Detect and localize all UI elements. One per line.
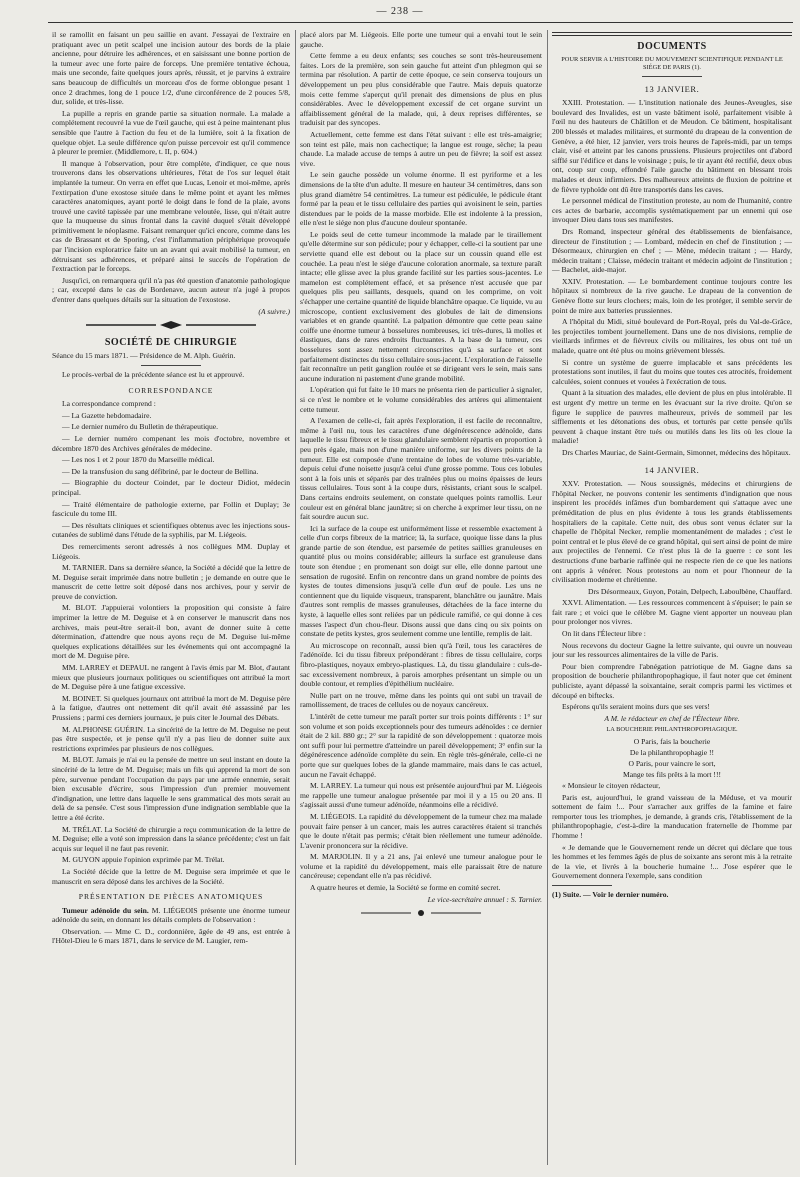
debate-paragraph: M. TARNIER. Dans sa dernière séance, la Société a décidé que la lettre de M. Deguise serait imprimée dans notre bulletin ; je demande en outre que le manuscrit de cette lettre soit déposé dans nos archives, pour y servir de preuve de conviction. <box>52 563 290 601</box>
paragraph: M. LARREY. La tumeur qui nous est présentée aujourd'hui par M. Liégeois me rappelle une tumeur analogue présentée par moi il y a 15 ou 20 ans. Il s'agissait aussi d'une tumeur adénoïde, néanmoins elle a récidivé. <box>300 781 542 810</box>
poem-line: Mange tes fils prêts à la mort !!! <box>622 770 722 779</box>
debate-paragraph: M. ALPHONSE GUÉRIN. La sincérité de la lettre de M. Deguise ne peut pas être suspectée, et je pense qu'il n'y a pas lieu de donner suite aux restrictions exprimées par plusieurs de nos collègues. <box>52 724 290 753</box>
paragraph: Actuellement, cette femme est dans l'état suivant : elle est très-amaigrie; son teint est pâle, mais non cachectique; la langue est rouge, sèche; la peau chaude. La malade accuse de temps à autre un peu de fièvre; la soif est assez vive. <box>300 129 542 168</box>
ornament-rule-icon <box>361 909 481 917</box>
minutes-line: Le procès-verbal de la précédente séance est lu et approuvé. <box>62 370 245 379</box>
section-title-correspondence: CORRESPONDANCE <box>128 385 214 395</box>
paragraph: XXIII. Protestation. — L'institution nationale des Jeunes-Aveugles, sise boulevard des Invalides, est un vaste bâtiment isolé, parfaitement visible à l'œil nu des hauteurs de Châtillon et de Meudon. Ce bâtiment, hospitalisant 200 blessés et malades militaires, et surmonté du drapeau de la convention de Genève, a été hier, 12 janvier, vers trois heures de l'après-midi, par un temps clair, visé et atteint par les canons prussiens. Plusieurs projectiles ont d'abord sifflé sur l'édifice et dans le voisinage ; puis, le tir ayant été rectifié, deux obus ont, coup sur coup, effondré l'aile gauche du bâtiment en blessant trois malades et deux infirmiers. Des malheureux atteints de fluxion de poitrine et de fièvre typhoïde ont dû être transportés dans les caves. <box>552 98 792 194</box>
greeting: « Monsieur le citoyen rédacteur, <box>562 781 661 790</box>
documents-subtitle: POUR SERVIR A L'HISTOIRE DU MOUVEMENT SCIENTIFIQUE PENDANT LE SIÉGE DE PARIS (1). <box>561 55 783 71</box>
short-rule <box>642 76 702 77</box>
double-rule <box>552 32 792 36</box>
section-title-pieces: PRÉSENTATION DE PIÈCES ANATOMIQUES <box>78 892 264 902</box>
correspondence-item: — Les nos 1 et 2 pour 1870 du Marseille médical. <box>62 455 215 465</box>
session-line: Séance du 15 mars 1871. — Présidence de M. Alph. Guérin. <box>52 351 236 361</box>
column-divider <box>547 30 548 1165</box>
paragraph: Le personnel médical de l'institution proteste, au nom de l'humanité, contre ces actes de barbarie, accomplis systématiquement par un ennemi qui ose invoquer Dieu dans tous ses manifestes. <box>552 196 792 225</box>
paragraph: « Je demande que le Gouvernement rende un décret qui déclare que tous les hommes et les femmes âgés de plus de soixante ans seront mis à la retraite de la vie, et livrés à la boucherie humaine !... J'ose espérer que le Gouvernement donnera l'exemple, sans condition <box>552 842 792 881</box>
pieces-paragraph <box>52 906 290 925</box>
paragraph: Nous recevons du docteur Gagne la lettre suivante, qui ouvre un nouveau jour sur les ressources alimentaires de la ville de Paris. <box>552 640 792 660</box>
correspondence-item: — Le dernier numéro compenant les mois d'octobre, novembre et décembre 1870 des Archives générales de médecine. <box>52 433 290 453</box>
poem-line: De la philanthropophagie !! <box>629 748 715 757</box>
correspondence-item: — Des résultats cliniques et scientifiques obtenus avec les injections sous-cutanées de sublimé dans l'étude de la syphilis, par M. Liégeois. <box>52 520 290 540</box>
correspondence-item: — La Gazette hebdomadaire. <box>62 410 152 420</box>
footnote: (1) Suite. — Voir le dernier numéro. <box>552 889 669 899</box>
page-number: — 238 — <box>376 6 424 17</box>
correspondence-intro: La correspondance comprend : <box>62 399 156 409</box>
paragraph: placé alors par M. Liégeois. Elle porte une tumeur qui a envahi tout le sein gauche. <box>300 30 542 49</box>
paragraph: L'intérêt de cette tumeur me paraît porter sur trois points différents : 1° sur son volume et son poids exceptionnels pour des tumeurs adénoïdes : ce dernier était de 2 kil. 880 gr.; 2° sur la rapidité de son développement : quatorze mois ont suffi pour lui permettre d'atteindre un pareil développement; 3° enfin sur la dégénérescence adénoïde complète du sein. En règle très-générale, celle-ci ne porte que sur quelques lobes de la glande mammaire, mais dans le cas actuel, aucun ne l'avait échappé. <box>300 711 542 779</box>
short-rule <box>141 365 201 366</box>
paragraph: Jusqu'ici, on remarquera qu'il n'a pas été question d'anatomie pathologique ; car, excepté dans le cas de Bordenave, aucun auteur n'a jugé à propos d'entrer dans quelques détails sur la situation de l'exostose. <box>52 275 290 305</box>
paragraph: Si contre un système de guerre implacable et sans précédents les protestations sont inutiles, il faut du moins que toutes ces atrocités, froidement calculées, soient connues et vouées à l'exécration de tous. <box>552 357 792 386</box>
signature: Le vice-secrétaire annuel : S. Tarnier. <box>427 894 542 904</box>
debate-paragraph: M. TRÉLAT. La Société de chirurgie a reçu communication de la lettre de M. Deguise; elle a voté son impression dans la séance précédente; c'est un fait acquis sur lequel il ne faut pas revenir. <box>52 824 290 853</box>
paragraph: M. MARJOLIN. Il y a 21 ans, j'ai enlevé une tumeur analogue pour le volume et la rapidité du développement, mais elle paraissait être de nature cancéreuse; cependant elle n'a pas récidivé. <box>300 852 542 881</box>
signers: Drs Désormeaux, Guyon, Potain, Delpech, Laboulbène, Chauffard. <box>588 586 792 596</box>
column-middle <box>300 30 542 1170</box>
column-divider <box>295 30 296 1165</box>
paragraph: M. LIÉGEOIS. La rapidité du développement de la tumeur chez ma malade pouvait faire penser à un cancer, mais les autres caractères étaient si tranchés que le doute n'était pas permis; c'était bien réellement une tumeur adénoïde. L'avenir prononcera sur la récidive. <box>300 811 542 850</box>
ornament-divider <box>52 321 290 332</box>
date-heading: 13 JANVIER. <box>644 83 700 94</box>
ornament-rule-icon <box>86 321 256 329</box>
paragraph: La pupille a repris en grande partie sa situation normale. La malade a complétement recouvré la vue de l'œil gauche, qui est à peine maintenant plus sensible que l'autre à l'action du feu et de la lumière, soit à la fixation de quelque objet. La seule différence qu'on puisse percevoir est qu'il commence à pleurer le premier. (Middlemore, t. II, p. 604.) <box>52 108 290 157</box>
debate-paragraph: M. GUYON appuie l'opinion exprimée par M. Trélat. <box>62 855 225 865</box>
paragraph: Quant à la situation des malades, elle devient de plus en plus intolérable. Il est urgent d'y mettre un terme en les évacuant sur la rive droite. Qu'on se figure le supplice de pauvres malheureux, privés de sommeil par les sifflements et les détonations des obus, et torturés par cette pensée qu'ils peuvent à chaque instant être tués ou mutilés dans les lits où les cloue la maladie! <box>552 388 792 446</box>
paragraph: XXIV. Protestation. — Le bombardement continue toujours contre les hôpitaux si nombreux de la rive gauche. Le drapeau de la convention de Genève flotte sur leurs clochers; mais, loin de les protéger, il semble servir de point de mire aux batteries prussiennes. <box>552 276 792 315</box>
paragraph: Ici la surface de la coupe est uniformément lisse et ressemble exactement à celle d'un corps fibreux de la matrice; là, la surface, quoique lisse dans la plus grande partie de son étendue, est parsemée de petites saillies granuleuses en quantité plus ou moins considérable; ailleurs la surface est granuleuse dans toute son étendue ; en promenant son doigt sur elle, elle donne partout une sensation de rugosité. Enfin on rencontre dans un grand nombre de points des kystes de toutes dimensions jusqu'à celle d'un œuf de poule. Les uns ne contiennent que du liquide visqueux, transparent, blanchâtre ou jaunâtre. Mais d'autres sont remplis de masses granuleuses, détachées de la face interne du kyste, à laquelle elles sont reliées par un pédicule ramifié, ce qui donne à ces masses l'aspect d'un chou-fleur. Disons aussi que dans cinq ou six points on constate de petits kystes, gros seulement comme une lentille, remplis de lait. <box>300 523 542 639</box>
paragraph: A quatre heures et demie, la Société se forme en comité secret. <box>310 883 501 893</box>
pieces-lead: Tumeur adénoïde du sein. <box>62 905 149 915</box>
paragraph: Il manque à l'observation, pour être complète, d'indiquer, ce que nous trouverons dans les observations ultérieures, l'état de l'os sur lequel était implantée la tumeur. On verra en effet que Lucas, Lenoir et moi-même, après l'extirpation d'une exostose située dans le même point et ayant les mêmes caractères anatomiques, ayant porté le doigt dans le fond de la plaie, avons trouvé une cavité tapissée par une membrane veloutée, lisse, qui n'était autre que la muqueuse du sinus frontal dans la cavité duquel s'était développé primitivement le néoplasme. Faisant remarquer qu'ici encore, comme dans les cas de Brassant et de Sporing, c'est l'inflammation périphérique provoquée par l'incision exploratrice faite un an avant qui avait mobilisé la tumeur, en détruisant ses adhérences, et préparé ainsi le succès de l'opération de l'extraction par le forceps. <box>52 158 290 274</box>
footnote-rule <box>552 885 612 886</box>
paragraph: A l'hôpital du Midi, situé boulevard de Port-Royal, près du Val-de-Grâce, les projectiles tombent journellement. Dans une de nos divisions, remplie de vieillards infirmes et de fiévreux civils ou militaires, les obus ont tué un malade, quatre ont été plus ou moins grièvement blessés. <box>552 317 792 356</box>
debate-paragraph: M. BOINET. Si quelques journaux ont attribué la mort de M. Deguise père à la fatigue, d'autres ont nettement dit qu'il avait été assassiné par les Prussiens ; parmi ces derniers journaux, je puis citer le Journal des Débats. <box>52 693 290 722</box>
paragraph: XXVI. Alimentation. — Les ressources commencent à s'épuiser; le pain se fait rare ; et voici que le célèbre M. Gagne vient apporter un nouveau plan pour prolonger nos vivres. <box>552 598 792 627</box>
letter-heading: A M. le rédacteur en chef de l'Électeur libre. <box>604 713 740 723</box>
paragraph: Nulle part on ne trouve, même dans les points qui ont subi un travail de ramollissement, de traces de cellules ou de noyaux cancéreux. <box>300 690 542 710</box>
signers: Drs Charles Mauriac, de Saint-Germain, Simonnet, médecins des hôpitaux. <box>562 447 791 457</box>
correspondence-item: — De la transfusion du sang défibriné, par le docteur de Bellina. <box>62 466 259 476</box>
observation-paragraph: Observation. — Mme C. D., cordonnière, âgée de 49 ans, est entrée à l'Hôtel-Dieu le 6 mars 1871, dans le service de M. Laugier, rem- <box>52 926 290 946</box>
column-right <box>552 30 792 1170</box>
paragraph: A l'examen de celle-ci, fait après l'exploration, il est facile de reconnaître, même à l'œil nu, tous les caractères d'une dégénérescence adénoïde, dans laquelle le tissu fibreux et le tissu glandulaire semblent répartis en proportion à peu près égale, mais non d'une manière uniforme, sur les divers points de la tumeur. Elle est composée d'une trentaine de lobes de volume très-variable, depuis celui d'une noisette jusqu'à celui d'une grosse pomme. Tous ces lobules sont à la fois unis et séparés par des traînées plus ou moins épaisses de leurs tissus cellulaires. Tous sont à la coupe durs, résistants, criant sous le scalpel. Dans certains endroits seulement, on constate quelques points ramollis. Leur couleur est en général blanc jaunâtre; si on cherche à exprimer leur tissu, on ne fait sourdre aucun suc. <box>300 416 542 522</box>
paragraph: Le poids seul de cette tumeur incommode la malade par le tiraillement qu'elle détermine sur son pédicule; pour y échapper, celle-ci la soutient par une serviette quand elle est debout ou la place sur un coussin quand elle est couchée. La peau n'est le siége d'aucune coloration anormale, sa texture paraît intacte; elle glisse avec la plus grande facilité sur les parties sous-jacentes. Le mamelon est complétement effacé, et sa présence n'est accusée que par quelques plis peu saillants, desquels, quand on les comprime, on voit s'échapper une certaine quantité de liquide blanchâtre opaque. Ce liquide, vu au microscope, contient exclusivement des globules de lait de dimensions variables et en grande quantité. La palpation démontre que cette peau saine coiffe une énorme tumeur à bosselures nombreuses, ici très-dures, là molles et élastiques, dans de rares endroits fluctuantes. A la base de la tumeur, ces bosselures sont assez nettement circonscrites qu'à sa surface et sont parfaitement distinctes du tissu cellulaire sous-jacent. L'exploration de l'aisselle fait reconnaître un petit ganglion roulée et se dirigeant vers le sein, mais sans aucune induration ni pastement d'une grande mobilité. <box>300 229 542 383</box>
poem-title: LA BOUCHERIE PHILANTHROPOPHAGIQUE. <box>606 726 738 734</box>
header-rule <box>48 22 793 23</box>
paragraph: On lit dans l'Électeur libre : <box>562 629 646 639</box>
ornament-divider <box>300 909 542 920</box>
poem-line: O Paris, fais la boucherie <box>633 737 711 746</box>
correspondence-item: — Traité élémentaire de pathologie externe, par Follin et Duplay; 3e fascicule du tome III. <box>52 499 290 519</box>
poem-line: O Paris, pour vaincre le sort, <box>628 759 716 768</box>
column-left <box>52 30 290 1170</box>
debate-paragraph: M. BLOT. Jamais je n'ai eu la pensée de mettre un seul instant en doute la sincérité de la lettre de M. Deguise; mais un fils qui apprend la mort de son père, survenue pendant l'occupation du pays par une armée ennemie, serait bien excusable d'écrire, sous l'impression d'un premier mouvement d'indignation, une lettre dans laquelle le sens grammatical des mots serait au delà de sa pensée. C'est sous l'impression d'une indignation semblable que la lettre a été écrite. <box>52 755 290 822</box>
correspondence-item: — Le dernier numéro du Bulletin de thérapeutique. <box>62 422 219 432</box>
paragraph: Au microscope on reconnaît, aussi bien qu'à l'œil, tous les caractères de l'adénoïde. Ici du tissu fibreux prépondérant : fibres de tissu cellulaire, corps fibro-plastiques, noyaux embryo-plastiques. Là, du tissu glandulaire : culs-de-sac excessivement nombreux, à parois amorphes présentant un simple ou un double contour, et remplies d'épithélium nucléaire. <box>300 640 542 689</box>
paragraph: XXV. Protestation. — Nous soussignés, médecins et chirurgiens de l'hôpital Necker, ne pouvons contenir les sentiments d'indignation que nous inspirent les procédés infâmes d'un bombardement qui s'attaque avec une préméditation de plus en plus évidente à tous les grands établissements hospitaliers de la capitale. Cette nuit, des obus sont venus éclater sur la chapelle de l'hôpital Necker, remplie momentanément de malades ; c'est le point central et le plus élevé de ce grand hôpital, qui sert ainsi de point de mire aux projectiles de l'ennemi. Ce n'est plus là de la guerre : ce sont les destructions d'une barbarie raffinée qui ne respecte rien de ce que les nations ont appris à vénérer. Nous protestons au nom et pour l'honneur de la civilisation moderne et chrétienne. <box>552 479 792 585</box>
correspondence-note: Des remerciments seront adressés à nos collègues MM. Duplay et Liégeois. <box>52 541 290 561</box>
paragraph: Paris est, aujourd'hui, le grand vaisseau de la Méduse, et va mourir sottement de faim !... Pour s'arracher aux griffes de la famine et faire remporter tous les triomphes, je demande, à grands cris, l'établissement de la philanthropophagie, c'est-à-dire la manducation fraternelle de l'homme par l'homme ! <box>552 792 792 840</box>
date-heading: 14 JANVIER. <box>644 464 700 475</box>
paragraph: il se ramollit en faisant un peu saillie en avant. J'essayai de l'extraire en pratiquant avec un petit scalpel une incision autour des bords de la plaie ancienne, pour détruire les adhérences, et en saisissant une bonne portion de la tumeur avec une forte paire de forceps. Une première tentative échoua, mais une seconde, faite quelques jours après, réussit, et je parvins à extraire sans beaucoup de difficultés un morceau d'os de forme oblongue pesant 1 once 2 drachmes, long de 1 pouce 1/2, d'une circonférence de 2 pouces 5/8, dur, solide, et très-lisse. <box>52 30 290 107</box>
paragraph: L'opération qui fut faite le 10 mars ne présenta rien de particulier à signaler, si ce n'est le nombre et le volume considérables des artères qui alimentaient cette tumeur. <box>300 385 542 414</box>
debate-paragraph: M. BLOT. J'appuierai volontiers la proposition qui consiste à faire imprimer la lettre de M. Deguise et à en conserver le manuscrit dans nos archives, mais peut-être serait-il bon, avant de donner suite à cette détermination, d'attendre que nous ayons reçu de M. Deguise lui-même quelques explications détaillées sur les événements qui ont accompagné la mort de M. Deguise père. <box>52 603 290 661</box>
paragraph: Le sein gauche possède un volume énorme. Il est pyriforme et a les dimensions de la tête d'un adulte. Il mesure en hauteur 34 centimètres, dans son plus grand diamètre 54 centimètres. La tumeur est pédiculée, le pédicule étant formé par la peau et le tissu cellulaire des parties qui avoisinent le sein, parties distendues par le poids de la masse morbide. Elle est indolente à la pression, elle n'est le siége non plus d'aucune douleur spontanée. <box>300 170 542 228</box>
signers: Drs Romand, inspecteur général des établissements de bienfaisance, directeur de l'institution ; — Lombard, médecin en chef de l'institution ; — Désormeaux, chirurgien en chef ; — Mène, médecin traitant ; — Hardy, médecin traitant ; Claisse, médecin traitant et médecin adjoint de l'institution ; — Bachelet, aide-major. <box>552 226 792 275</box>
debate-paragraph: La Société décide que la lettre de M. Deguise sera imprimée et que le manuscrit en sera déposé dans les archives de la Société. <box>52 866 290 886</box>
to-follow-note: (A suivre.) <box>258 306 290 316</box>
paragraph: Cette femme a eu deux enfants; ses couches se sont très-heureusement faites. Lors de la première, son sein gauche fut atteint d'un phlegmon qui se termina par résolution. A partir de cette époque, ce sein conserva toujours un développement un peu plus considérable que l'autre. Mais depuis quatorze mois cette femme s'aperçut qu'il prenait des dimensions de plus en plus considérables. Avec le développement excessif de cet organe survint un affaiblissement général de la malade, qui, à deux reprises différentes, se traduisit par des syncopes. <box>300 51 542 128</box>
paragraph: Espérons qu'ils seraient moins durs que ses vers! <box>562 702 710 712</box>
paragraph: Pour bien comprendre l'abnégation patriotique de M. Gagne dans sa proposition de boucherie philanthropophagique, il faut noter que cet éminent publiciste, ayant dépassé la soixantaine, serait compris parmi les victimes et découpé en biftecks. <box>552 661 792 700</box>
debate-paragraph: MM. LARREY et DEPAUL ne rangent à l'avis émis par M. Blot, d'autant mieux que plusieurs journaux politiques ou scientifiques ont attribué la mort de M. Deguise père à une fatigue excessive. <box>52 663 290 692</box>
section-title-society: SOCIÉTÉ DE CHIRURGIE <box>104 336 238 348</box>
section-title-documents: DOCUMENTS <box>637 41 707 52</box>
correspondence-item: — Biographie du docteur Coindet, par le docteur Didiot, médecin principal. <box>52 478 290 497</box>
pieces-text: M. LIÉGEOIS présente une énorme tumeur adénoïde du sein, en donnant les détails complets de l'observation : <box>52 905 290 925</box>
